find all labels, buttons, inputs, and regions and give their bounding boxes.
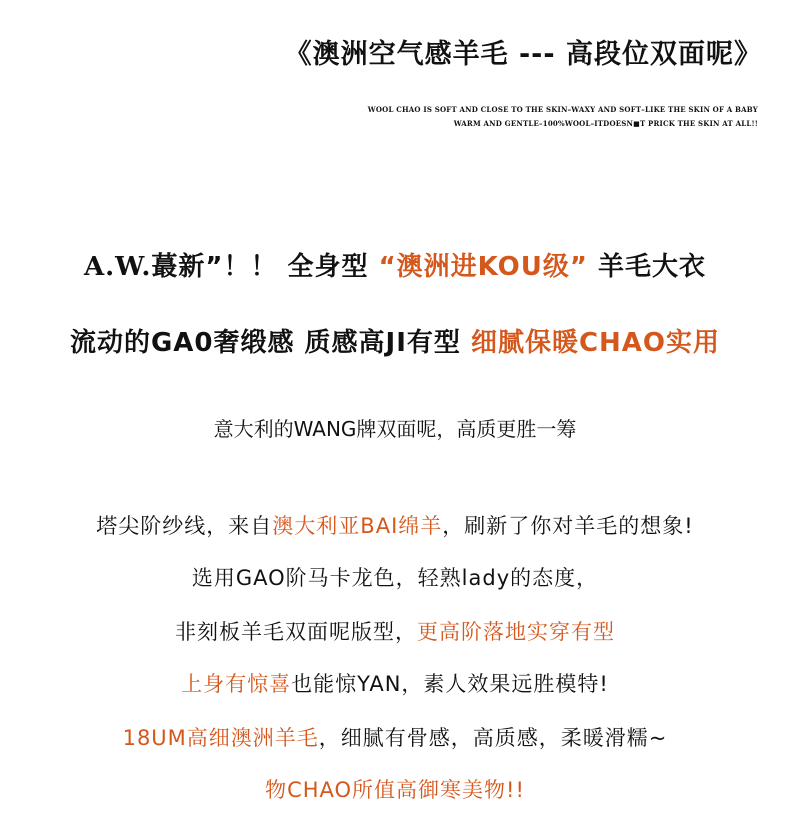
headline-2-highlight: 细腻保暖CHAO实用 [470, 328, 721, 358]
headline-1-prefix: A.W. [83, 252, 152, 282]
body-line-4-highlight: 上身有惊喜 [181, 672, 292, 696]
body-line-5-highlight: 18UM高细澳洲羊毛 [122, 726, 319, 750]
page-title: 《澳洲空气感羊毛 --- 高段位双面呢》 [284, 39, 762, 70]
headline-2-part-a: 流动的GA0奢缎感 质感高JI有型 [69, 328, 461, 358]
headline-1 [0, 246, 790, 283]
body-line-1-highlight: 澳大利亚BAI绵羊 [272, 514, 443, 538]
body-line-6: 物CHAO所值高御寒美物!! [265, 778, 525, 802]
body-line-2: 选用GAO阶马卡龙色，轻熟lady的态度， [191, 566, 599, 590]
body-line-3 [0, 616, 790, 646]
english-tagline-1: WOOL CHAO IS SOFT AND CLOSE TO THE SKIN–WAXY AND SOFT–LIKE THE SKIN OF A BABY [367, 105, 758, 114]
body-line-4 [0, 668, 790, 698]
headline-1-part-b: 蕞新”！！ 全身型 [151, 252, 369, 282]
body-line-5-b: ，细腻有骨感，高质感，柔暖滑糯~ [318, 726, 668, 750]
body-line-1-a: 塔尖阶纱线，来自 [96, 514, 273, 538]
body-line-3-a: 非刻板羊毛双面呢版型， [175, 620, 417, 644]
headline-2 [0, 322, 790, 359]
body-line-1-c: ，刷新了你对羊毛的想象! [442, 514, 694, 538]
body-line-5 [0, 722, 790, 752]
headline-1-part-d: 羊毛大衣 [598, 252, 707, 282]
body-line-3-highlight: 更高阶落地实穿有型 [417, 620, 615, 644]
english-tagline-2: WARM AND GENTLE–100%WOOL–ITDOESN■T PRICK THE SKIN AT ALL!! [453, 119, 758, 128]
body-line-4-b: 也能惊YAN，素人效果远胜模特! [291, 672, 609, 696]
headline-1-highlight: “澳洲进KOU级” [378, 252, 588, 282]
subheadline: 意大利的WANG牌双面呢，高质更胜一筹 [213, 417, 577, 441]
body-line-1 [0, 510, 790, 540]
